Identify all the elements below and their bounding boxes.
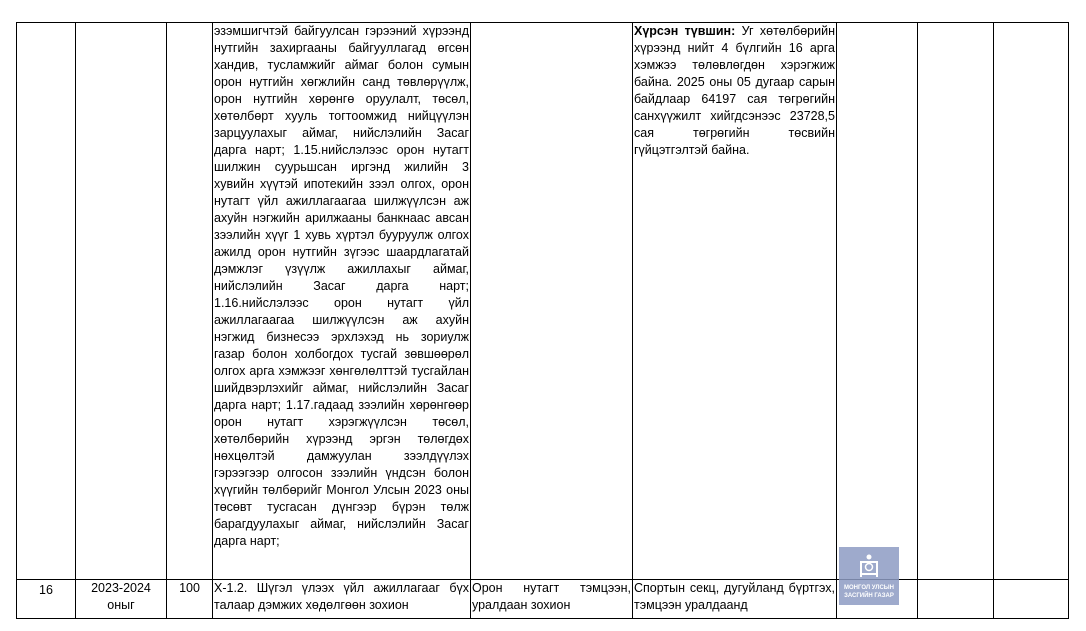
activity-cell — [213, 23, 471, 580]
cell-empty — [471, 23, 633, 580]
cell-empty — [17, 23, 76, 580]
cell-empty — [918, 23, 994, 580]
table-row — [17, 580, 1069, 619]
row-measure: Орон нутагт тэмцээн, уралдаан зохион — [471, 580, 633, 619]
soyombo-icon — [859, 553, 879, 579]
cell-empty — [918, 580, 994, 619]
result-cell — [633, 23, 837, 580]
row-result: Спортын секц, дугуйланд бүртгэх, тэмцээн уралдаанд — [633, 580, 837, 619]
government-emblem-watermark — [839, 547, 899, 605]
row-period: 2023-2024 оныг — [76, 580, 167, 619]
table-row — [17, 23, 1069, 580]
cell-empty — [76, 23, 167, 580]
result-label: Хүрсэн түвшин: — [634, 24, 736, 38]
activity-text: эзэмшигчтэй байгуулсан гэрээний хүрээнд нутгийн захиргааны байгууллагад өгсөн хандив, тусламжийг аймаг болон сумын орон нутгийн хөгжлийн санд төвлөрүүлж, орон нутгийн хөрөнгө оруулалт, төсөл, хөтөлбөрт хууль тогтоомжид нийцүүлэн зарцуулахыг аймаг, нийслэлийн Засаг дарга нарт; 1.15.нийслэлээс орон нутагт шилжин суурьшсан иргэнд жилийн 3 хувийн хүүтэй ипотекийн зээл олгох, орон нутагт үйл ажиллагаагаа шилжүүлсэн аж ахуйн нэгжийн арилжааны банкнаас авсан зээлийн хүүг 1 хувь хүртэл бууруулж олгох ажилд орон нутгийн зүгээс шаардлагатай дэмжлэг үзүүлж ажиллахыг аймаг, нийслэлийн Засаг дарга нарт; 1.16.нийслэлээс орон нутагт үйл ажиллагаагаа шилжүүлсэн аж ахуйн нэгжид бизнесээ эрхлэхэд нь зориулж газар болон холбогдох тусгай зөвшөөрөл олгох арга хэмжээг хөнгөлөлттэй тусгайлан шийдвэрлэхийг аймаг, нийслэлийн Засаг дарга нарт; 1.17.гадаад зээлийн хөрөнгөөр орон нутагт хэрэгжүүлсэн төсөл, хөтөлбөрийн хүрээнд эргэн төлөгдөх нөхцөлтэй дамжуулан зээлдүүлэх гэрээгээр олгосон зээлийн үндсэн болон хүүгийн төлбөрийг Монгол Улсын 2023 оны төсөвт тусгасан дүнгээр бүрэн төлж барагдуулахыг аймаг, нийслэлийн Засаг дарга нарт; — [214, 24, 469, 548]
cell-empty — [994, 580, 1069, 619]
cell-empty — [837, 23, 918, 580]
cell-empty — [167, 23, 213, 580]
row-percent: 100 — [167, 580, 213, 619]
document-table — [16, 22, 1069, 619]
result-text: Уг хөтөлбөрийн хүрээнд нийт 4 бүлгийн 16 арга хэмжээ төлөвлөгдөн хэрэгжиж байна. 2025 оны 05 дугаар сарын байдлаар 64197 сая төгрөгийн санхүүжилт хийгдсэнээс 23728,5 сая төгрөгийн төсвийн гүйцэтгэлтэй байна. — [634, 24, 835, 157]
emblem-caption-2: ЗАСГИЙН ГАЗАР — [844, 593, 894, 599]
row-activity: Х-1.2. Шүгэл үлээх үйл ажиллагааг бүх талаар дэмжих хөдөлгөөн зохион — [213, 580, 471, 619]
row-number: 16 — [17, 580, 76, 619]
emblem-caption-1: МОНГОЛ УЛСЫН — [844, 585, 894, 591]
cell-empty — [994, 23, 1069, 580]
